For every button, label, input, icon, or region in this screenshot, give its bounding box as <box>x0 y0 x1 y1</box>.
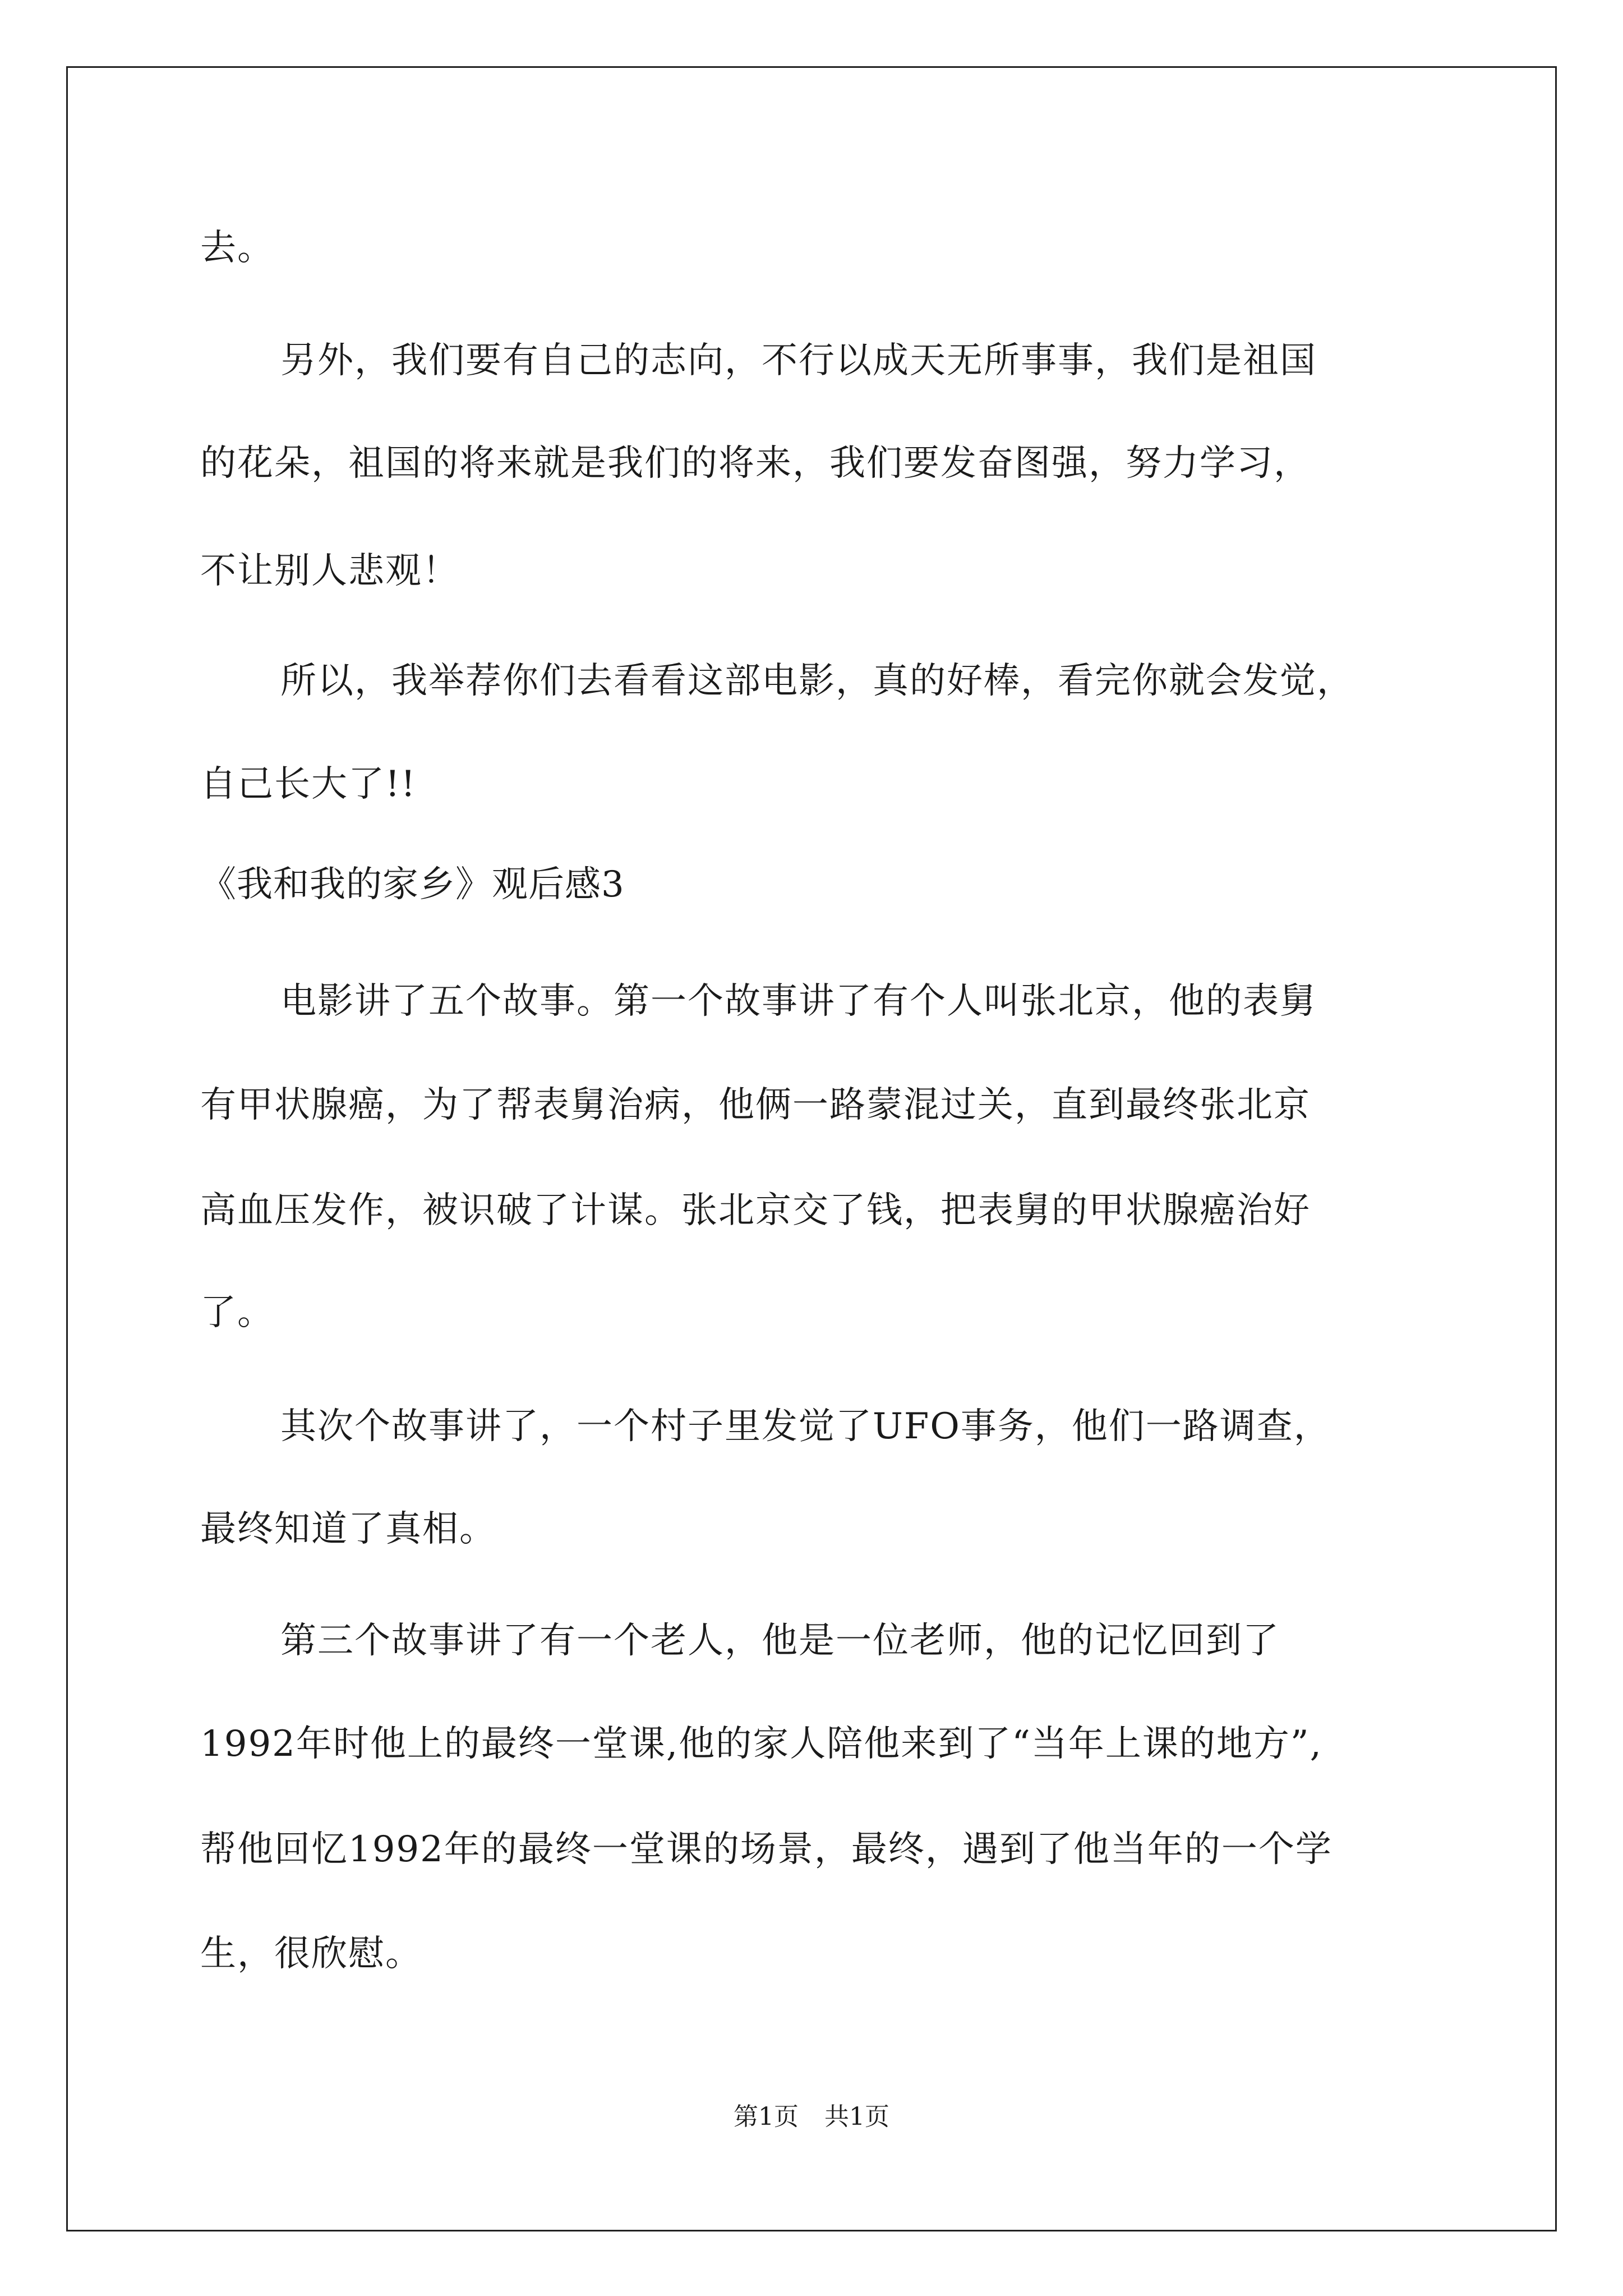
section-heading: 《我和我的家乡》观后感3 <box>200 864 625 905</box>
text-line: 电影讲了五个故事。第一个故事讲了有个人叫张北京，他的表舅 <box>280 981 1317 1022</box>
text-line: 去。 <box>200 227 274 269</box>
text-line: 了。 <box>200 1292 274 1333</box>
text-line: 其次个故事讲了，一个村子里发觉了UFO事务，他们一路调查， <box>280 1406 1331 1447</box>
text-line: 生，很欣慰。 <box>200 1933 422 1975</box>
text-line: 1992年时他上的最终一堂课,他的家人陪他来到了“当年上课的地方”, <box>200 1723 1322 1765</box>
page-footer <box>0 2100 1623 2134</box>
text-line: 有甲状腺癌，为了帮表舅治病，他俩一路蒙混过关，直到最终张北京 <box>200 1084 1311 1126</box>
text-line: 最终知道了真相。 <box>200 1508 496 1550</box>
text-line: 不让别人悲观！ <box>200 550 459 592</box>
text-line: 高血压发作，被识破了计谋。张北京交了钱，把表舅的甲状腺癌治好 <box>200 1190 1311 1231</box>
text-line: 自己长大了!! <box>200 763 417 805</box>
page-number: 第1页 <box>734 2102 799 2131</box>
text-line: 的花朵，祖国的将来就是我们的将来，我们要发奋图强，努力学习， <box>200 443 1311 484</box>
text-line: 另外，我们要有自己的志向，不行以成天无所事事，我们是祖国 <box>280 340 1317 381</box>
text-line: 帮他回忆1992年的最终一堂课的场景，最终，遇到了他当年的一个学 <box>200 1829 1332 1870</box>
text-line: 第三个故事讲了有一个老人，他是一位老师，他的记忆回到了 <box>280 1620 1280 1662</box>
page-border <box>66 66 1557 2231</box>
page-total: 共1页 <box>824 2102 889 2131</box>
text-line: 所以，我举荐你们去看看这部电影，真的好棒，看完你就会发觉， <box>280 660 1354 702</box>
